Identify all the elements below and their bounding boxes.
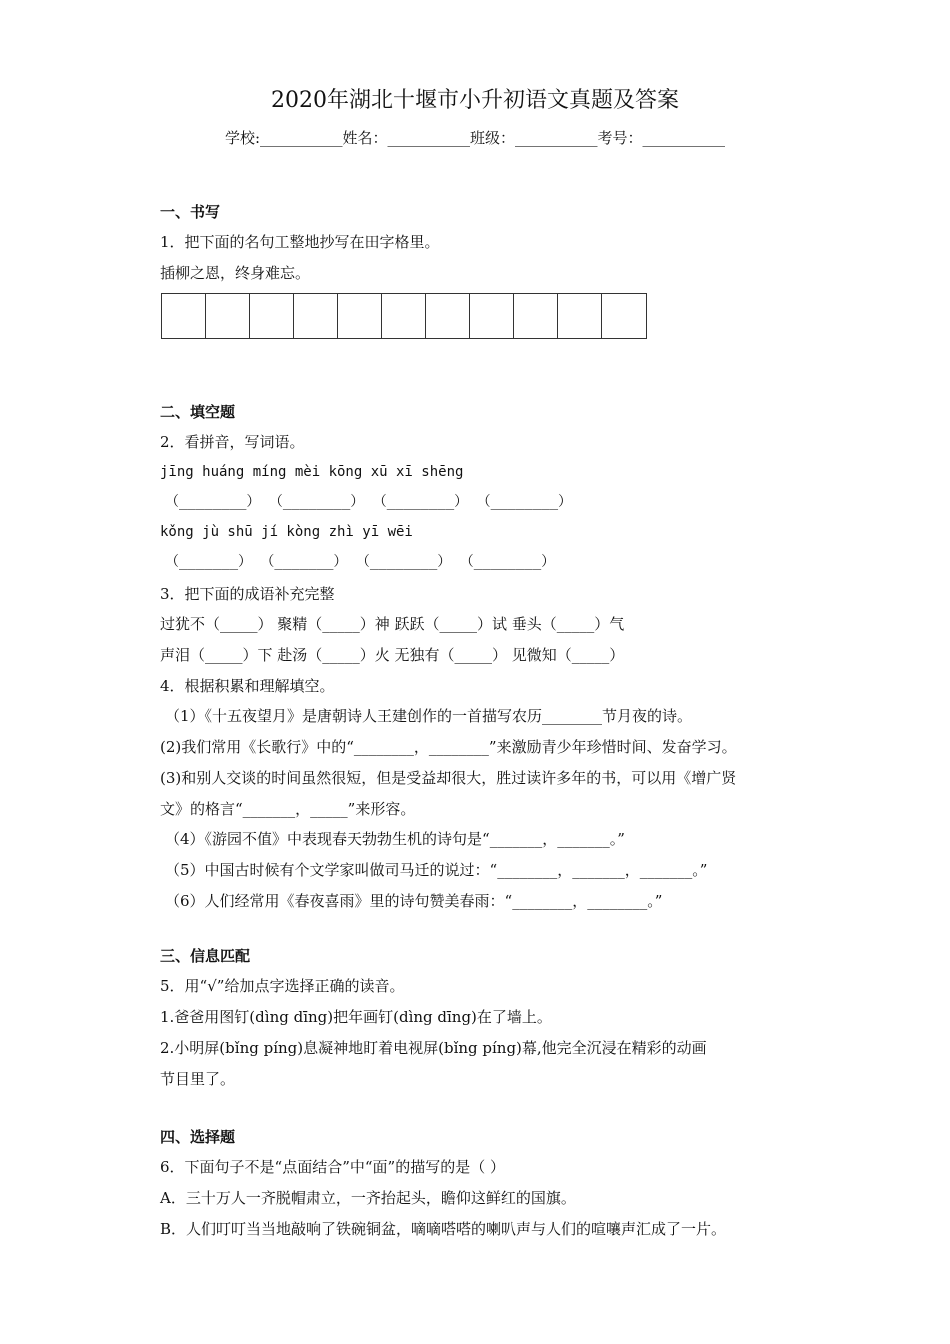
section-heading-writing: 一、书写 — [160, 203, 221, 221]
question-4-3-continued[interactable]: 文》的格言“_______，_____”来形容。 — [160, 800, 416, 818]
grid-cell[interactable] — [602, 294, 646, 338]
answer-blanks-row-1[interactable]: （________） （________） （________） （________） — [165, 494, 573, 510]
question-4: 4．根据积累和理解填空。 — [160, 677, 335, 695]
option-a[interactable]: A．三十万人一齐脱帽肃立，一齐抬起头，瞻仰这鲜红的国旗。 — [160, 1189, 576, 1207]
question-4-3[interactable]: (3)和别人交谈的时间虽然很短，但是受益却很大，胜过读许多年的书，可以用《增广贤 — [160, 769, 737, 787]
question-1: 1．把下面的名句工整地抄写在田字格里。 — [160, 233, 440, 251]
grid-cell[interactable] — [338, 294, 382, 338]
grid-cell[interactable] — [470, 294, 514, 338]
pronunciation-line-2[interactable]: 2.小明屏(bǐng píng)息凝神地盯着电视屏(bǐng píng)幕,他完全沉浸在精彩的动画 — [160, 1039, 707, 1057]
copy-phrase: 插柳之恩，终身难忘。 — [160, 264, 311, 282]
pinyin-row-1: jīng huáng míng mèi kōng xū xī shēng — [160, 464, 464, 480]
question-4-6[interactable]: （6）人们经常用《春夜喜雨》里的诗句赞美春雨：“________，________。” — [165, 892, 663, 910]
grid-cell[interactable] — [426, 294, 470, 338]
answer-blanks-row-2[interactable]: （_______） （_______） （________） （________） — [165, 554, 556, 570]
question-5: 5．用“√”给加点字选择正确的读音。 — [160, 977, 405, 995]
pinyin-row-2: kǒng jù shū jí kòng zhì yī wēi — [160, 524, 413, 540]
question-4-2[interactable]: (2)我们常用《长歌行》中的“________，________”来激励青少年珍惜时间、发奋学习。 — [160, 738, 737, 756]
section-heading-choice: 四、选择题 — [160, 1128, 236, 1146]
grid-cell[interactable] — [206, 294, 250, 338]
idioms-row-1[interactable]: 过犹不（_____） 聚精（_____）神 跃跃（_____）试 垂头（_____）气 — [160, 615, 625, 633]
tianzige-grid[interactable] — [161, 293, 647, 339]
section-heading-fill-in: 二、填空题 — [160, 403, 236, 421]
question-4-4[interactable]: （4）《游园不值》中表现春天勃勃生机的诗句是“_______，_______。” — [165, 830, 625, 848]
question-3: 3．把下面的成语补充完整 — [160, 585, 335, 603]
pronunciation-line-2-continued: 节目里了。 — [160, 1070, 236, 1088]
question-6: 6．下面句子不是“点面结合”中“面”的描写的是（ ） — [160, 1158, 505, 1176]
student-info-line: 学校:___________姓名：___________班级：___________考号：___________ — [224, 129, 726, 147]
question-4-1[interactable]: （1）《十五夜望月》是唐朝诗人王建创作的一首描写农历________节月夜的诗。 — [165, 707, 693, 725]
grid-cell[interactable] — [294, 294, 338, 338]
grid-cell[interactable] — [250, 294, 294, 338]
grid-cell[interactable] — [514, 294, 558, 338]
option-b[interactable]: B．人们叮叮当当地敲响了铁碗铜盆，嘀嘀嗒嗒的喇叭声与人们的喧嚷声汇成了一片。 — [160, 1220, 727, 1238]
grid-cell[interactable] — [162, 294, 206, 338]
idioms-row-2[interactable]: 声泪（_____）下 赴汤（_____）火 无独有（_____） 见微知（_____） — [160, 646, 625, 664]
section-heading-matching: 三、信息匹配 — [160, 947, 251, 965]
question-4-5[interactable]: （5）中国古时候有个文学家叫做司马迁的说过：“________，_______，_______。” — [165, 861, 708, 879]
grid-cell[interactable] — [558, 294, 602, 338]
pronunciation-line-1[interactable]: 1.爸爸用图钉(dìng dīng)把年画钉(dìng dīng)在了墙上。 — [160, 1008, 552, 1026]
grid-cell[interactable] — [382, 294, 426, 338]
document-title: 2020年湖北十堰市小升初语文真题及答案 — [271, 88, 679, 113]
question-2: 2．看拼音，写词语。 — [160, 433, 305, 451]
